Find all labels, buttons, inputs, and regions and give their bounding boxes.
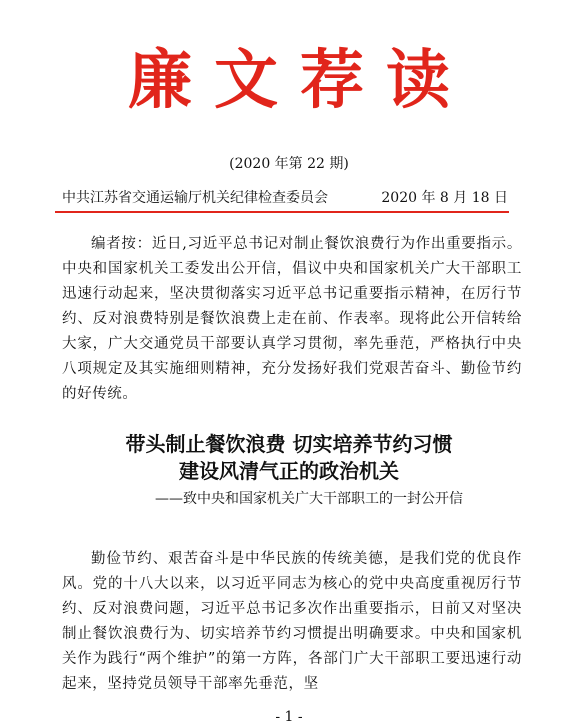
page-number: - 1 - — [275, 709, 303, 725]
article-title-line-1: 带头制止餐饮浪费 切实培养节约习惯 — [125, 432, 453, 456]
header-row — [62, 189, 508, 209]
header-divider — [55, 211, 509, 213]
article-paragraph: 勤俭节约、艰苦奋斗是中华民族的传统美德，是我们党的优良作风。党的十八大以来，以习近平同志为核心的党中央高度重视厉行节约、反对浪费问题，习近平总书记多次作出重要指示，日前又对坚决制止餐饮浪费行为、切实培养节约习惯提出明确要求。中央和国家机关作为践行“两个维护”的第一方阵，各部门广大干部职工要迅速行动起来，坚持党员领导干部率先垂范，坚 — [62, 551, 522, 692]
issue-number: (2020 年第 22 期) — [229, 156, 349, 172]
editor-note-text: 编者按：近日,习近平总书记对制止餐饮浪费行为作出重要指示。中央和国家机关工委发出公开信，倡议中央和国家机关广大干部职工迅速行动起来，坚决贯彻落实习近平总书记重要指示精神，在厉行节约、反对浪费特别是餐饮浪费上走在前、作表率。现将此公开信转给大家，广大交通党员干部要认真学习贯彻，率先垂范，严格执行中央八项规定及其实施细则精神，充分发扬好我们党艰苦奋斗、勤俭节约的好传统。 — [62, 236, 522, 402]
editor-note — [62, 232, 522, 407]
article-title-line-2: 建设风清气正的政治机关 — [179, 459, 399, 483]
masthead-title: 廉文荐读 — [128, 43, 472, 118]
issue-date: 2020 年 8 月 18 日 — [381, 190, 508, 206]
article-subtitle: ——致中央和国家机关广大干部职工的一封公开信 — [155, 491, 463, 507]
issuing-organization: 中共江苏省交通运输厅机关纪律检查委员会 — [62, 190, 328, 206]
article-body — [62, 547, 522, 697]
